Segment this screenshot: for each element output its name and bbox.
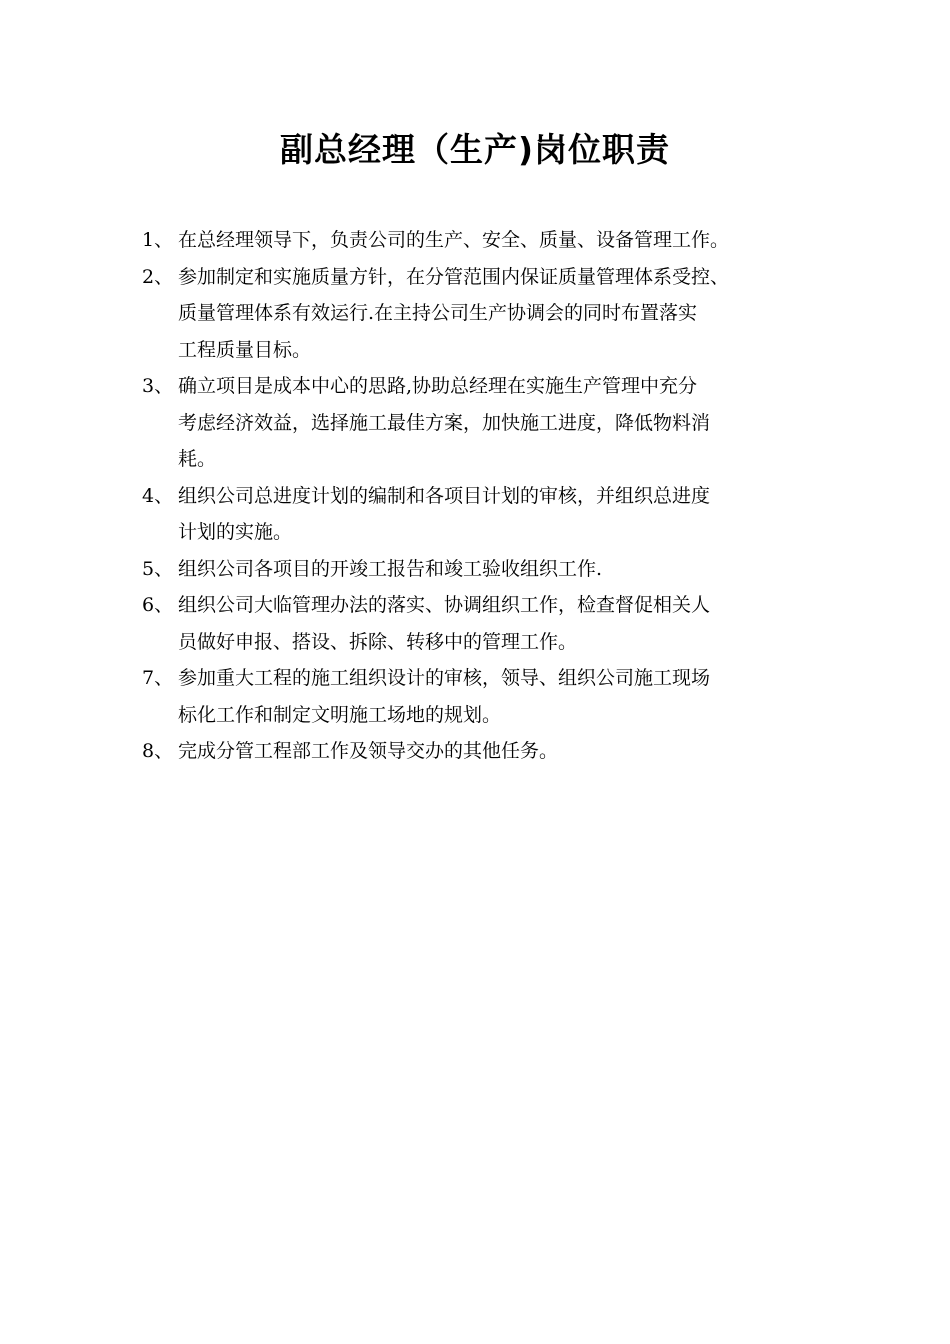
duty-number: 4、 <box>142 484 174 507</box>
duty-text <box>178 222 842 259</box>
duty-item <box>142 368 842 478</box>
duty-text-line: 在总经理领导下，负责公司的生产、安全、质量、设备管理工作。 <box>178 229 730 251</box>
duty-text-line: 耗。 <box>178 448 217 470</box>
duty-list <box>142 222 842 770</box>
duty-number: 3、 <box>142 375 174 397</box>
duty-text <box>178 551 842 588</box>
page-title: 副总经理（生产)岗位职责 <box>279 130 671 169</box>
duty-number: 6、 <box>142 594 174 616</box>
duty-number: 1、 <box>142 229 174 251</box>
duty-item <box>142 660 842 733</box>
duty-text-line: 参加重大工程的施工组织设计的审核，领导、组织公司施工现场 <box>178 667 711 689</box>
duty-text-line: 组织公司大临管理办法的落实、协调组织工作，检查督促相关人 <box>178 594 711 616</box>
duty-item <box>142 259 842 369</box>
duty-text-line: 员做好申报、搭设、拆除、转移中的管理工作。 <box>178 630 578 653</box>
duty-text <box>178 733 842 770</box>
duty-text <box>178 368 842 478</box>
duty-item <box>142 478 842 551</box>
duty-item <box>142 222 842 259</box>
duty-text-line: 完成分管工程部工作及领导交办的其他任务。 <box>178 740 559 762</box>
duty-item <box>142 733 842 770</box>
duty-item <box>142 551 842 588</box>
duty-text-line: 确立项目是成本中心的思路,协助总经理在实施生产管理中充分 <box>178 375 698 397</box>
duty-number: 5、 <box>142 557 174 580</box>
duty-text-line: 参加制定和实施质量方针，在分管范围内保证质量管理体系受控、 <box>178 265 730 288</box>
duty-text <box>178 660 842 733</box>
duty-text-line: 考虑经济效益，选择施工最佳方案，加快施工进度，降低物料消 <box>178 411 711 434</box>
duty-number: 8、 <box>142 740 174 762</box>
duty-number: 2、 <box>142 265 174 288</box>
duty-text <box>178 587 842 660</box>
duty-item <box>142 587 842 660</box>
duty-text <box>178 478 842 551</box>
duty-text-line: 计划的实施。 <box>178 521 293 543</box>
duty-text-line: 标化工作和制定文明施工场地的规划。 <box>178 703 502 726</box>
duty-text-line: 组织公司各项目的开竣工报告和竣工验收组织工作. <box>178 557 603 580</box>
duty-text <box>178 259 842 369</box>
duty-number: 7、 <box>142 667 174 689</box>
duty-text-line: 组织公司总进度计划的编制和各项目计划的审核，并组织总进度 <box>178 484 711 507</box>
duty-text-line: 质量管理体系有效运行.在主持公司生产协调会的同时布置落实 <box>178 302 698 324</box>
duty-text-line: 工程质量目标。 <box>178 338 312 361</box>
